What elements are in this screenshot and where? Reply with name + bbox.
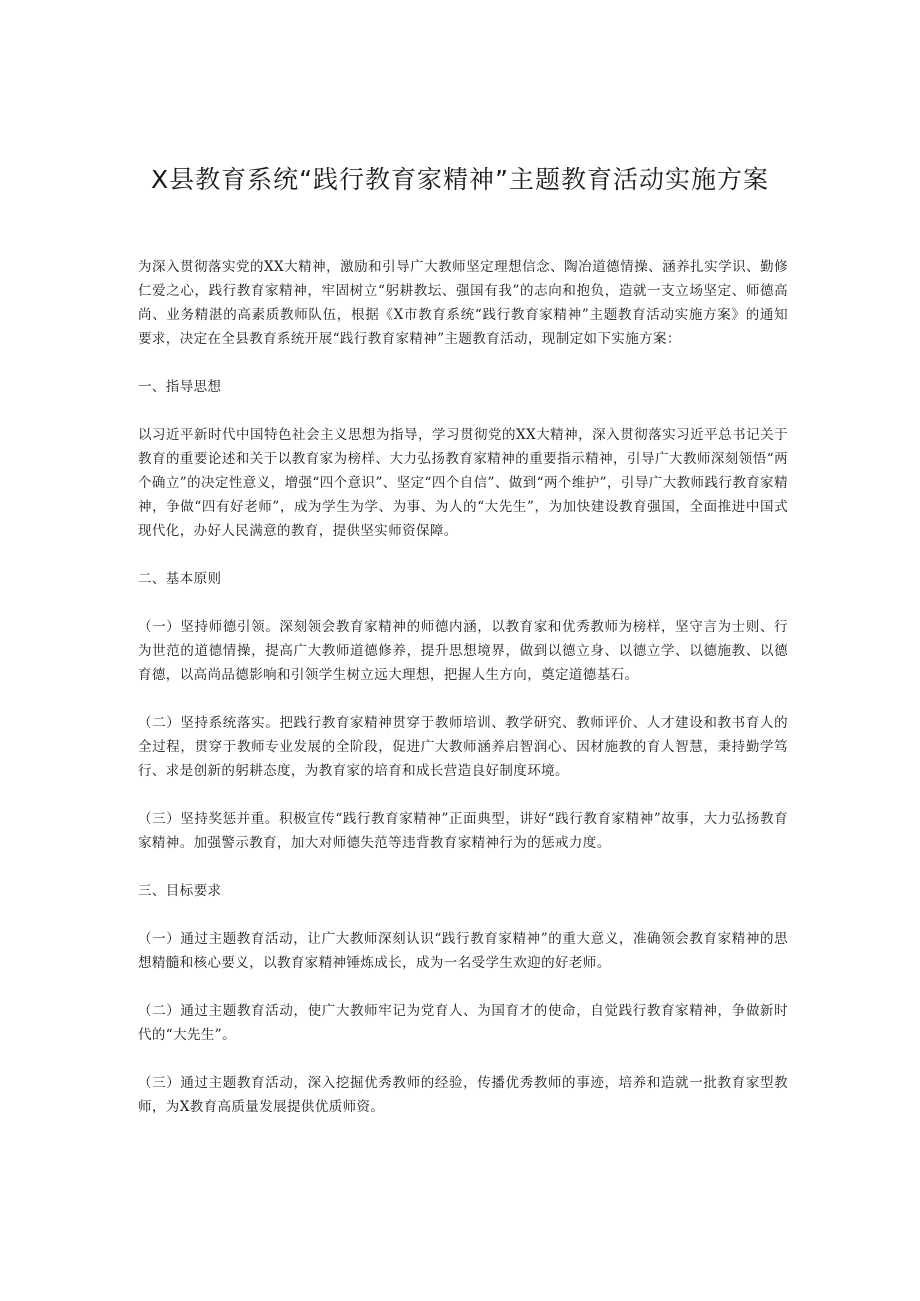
section-heading: 三、目标要求 — [138, 883, 222, 899]
section-paragraph: 以习近平新时代中国特色社会主义思想为指导，学习贯彻党的XX大精神，深入贯彻落实习近平总书记关于教育的重要论述和关于以教育家为榜样、大力弘扬教育家精神的重要指示精神，引导广大教师深刻领悟“两个确立”的决定性意义，增强“四个意识”、坚定“四个自信”、做到“两个维护”，引导广大教师践行教育家精神，争做“四有好老师”，成为学生为学、为事、为人的“大先生”，为加快建设教育强国，全面推进中国式现代化，办好人民满意的教育，提供坚实师资保障。 — [138, 427, 788, 539]
section-paragraph: （二）坚持系统落实。把践行教育家精神贯穿于教师培训、教学研究、教师评价、人才建设和教书育人的全过程，贯穿于教师专业发展的全阶段，促进广大教师涵养启智润心、因材施教的育人智慧，秉持勤学笃行、求是创新的躬耕态度，为教育家的培育和成长营造良好制度环境。 — [138, 715, 788, 779]
section-heading: 二、基本原则 — [138, 571, 222, 587]
section-paragraph: （一）通过主题教育活动，让广大教师深刻认识“践行教育家精神”的重大意义，准确领会教育家精神的思想精髓和核心要义，以教育家精神锤炼成长，成为一名受学生欢迎的好老师。 — [138, 931, 788, 971]
section-paragraph: （二）通过主题教育活动，使广大教师牢记为党育人、为国育才的使命，自觉践行教育家精神，争做新时代的“大先生”。 — [138, 1003, 788, 1043]
section-paragraph: （三）通过主题教育活动，深入挖掘优秀教师的经验，传播优秀教师的事迹，培养和造就一批教育家型教师，为X教育高质量发展提供优质师资。 — [138, 1075, 788, 1115]
intro-paragraph: 为深入贯彻落实党的XX大精神，激励和引导广大教师坚定理想信念、陶冶道德情操、涵养扎实学识、勤修仁爱之心，践行教育家精神，牢固树立“躬耕教坛、强国有我”的志向和抱负，造就一支立场坚定、师德高尚、业务精湛的高素质教师队伍，根据《X市教育系统“践行教育家精神”主题教育活动实施方案》的通知要求，决定在全县教育系统开展“践行教育家精神”主题教育活动，现制定如下实施方案： — [138, 259, 788, 347]
document-body — [138, 255, 788, 1119]
section-heading: 一、指导思想 — [138, 379, 222, 395]
section-paragraph: （一）坚持师德引领。深刻领会教育家精神的师德内涵，以教育家和优秀教师为榜样，坚守言为士则、行为世范的道德情操，提高广大教师道德修养，提升思想境界，做到以德立身、以德立学、以德施教、以德育德，以高尚品德影响和引领学生树立远大理想，把握人生方向，奠定道德基石。 — [138, 619, 788, 683]
section-paragraph: （三）坚持奖惩并重。积极宣传“践行教育家精神”正面典型，讲好“践行教育家精神”故事，大力弘扬教育家精神。加强警示教育，加大对师德失范等违背教育家精神行为的惩戒力度。 — [138, 811, 788, 851]
document-title: X县教育系统“践行教育家精神”主题教育活动实施方案 — [150, 165, 770, 194]
